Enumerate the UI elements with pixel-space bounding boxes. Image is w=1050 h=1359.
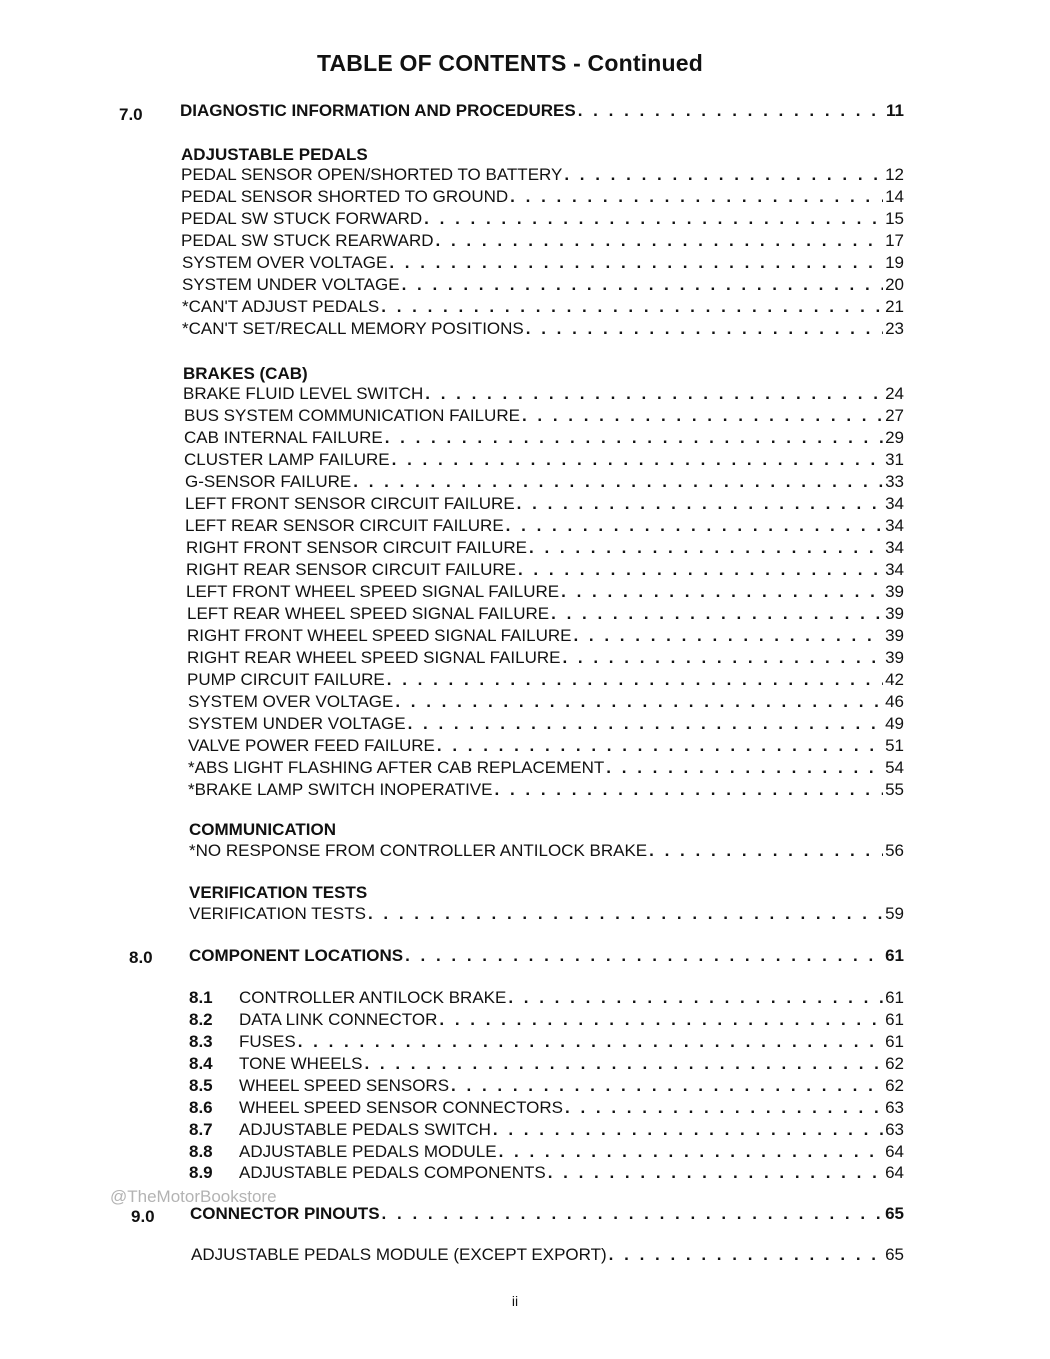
toc-entry[interactable] [189, 1162, 904, 1184]
toc-entry-page: 62 [885, 1054, 904, 1073]
toc-entry-page: 33 [885, 472, 904, 491]
toc-entry-label: PUMP CIRCUIT FAILURE [187, 670, 385, 689]
dot-leader [565, 1097, 883, 1119]
toc-entry-page: 56 [885, 841, 904, 860]
subsection-number: 8.9 [189, 1163, 213, 1182]
toc-entry-label: FUSES [239, 1032, 296, 1051]
toc-entry[interactable] [183, 383, 904, 405]
dot-leader [508, 987, 883, 1009]
dot-leader [562, 647, 883, 669]
toc-entry-page: 23 [885, 319, 904, 338]
toc-entry-label: RIGHT FRONT WHEEL SPEED SIGNAL FAILURE [187, 626, 572, 645]
toc-entry-page: 61 [885, 946, 904, 965]
toc-entry-section-9[interactable] [190, 1203, 904, 1225]
toc-entry-page: 64 [885, 1142, 904, 1161]
toc-entry[interactable] [185, 493, 904, 515]
toc-entry-page: 51 [885, 736, 904, 755]
toc-entry-page: 14 [885, 187, 904, 206]
toc-entry-page: 21 [885, 297, 904, 316]
toc-entry[interactable] [189, 1009, 904, 1031]
dot-leader [578, 100, 884, 122]
toc-entry-label: CONTROLLER ANTILOCK BRAKE [239, 988, 507, 1007]
dot-leader [395, 691, 883, 713]
dot-leader [493, 1119, 883, 1141]
toc-entry[interactable] [182, 296, 904, 318]
dot-leader [499, 1141, 883, 1163]
toc-entry[interactable] [189, 1141, 904, 1163]
toc-entry-label: SYSTEM UNDER VOLTAGE [182, 275, 400, 294]
toc-entry-label: ADJUSTABLE PEDALS SWITCH [239, 1120, 491, 1139]
toc-entry-label: WHEEL SPEED SENSORS [239, 1076, 450, 1095]
dot-leader [551, 603, 883, 625]
toc-entry-label: WHEEL SPEED SENSOR CONNECTORS [239, 1098, 564, 1117]
toc-entry-label: PEDAL SW STUCK FORWARD [181, 209, 423, 228]
group-heading: ADJUSTABLE PEDALS [181, 145, 368, 164]
dot-leader [402, 274, 884, 296]
dot-leader [392, 449, 883, 471]
toc-entry-label: PEDAL SW STUCK REARWARD [181, 231, 434, 250]
toc-entry[interactable] [187, 647, 904, 669]
section-number: 7.0 [119, 105, 143, 124]
toc-entry-label: G-SENSOR FAILURE [185, 472, 352, 491]
toc-entry-page: 39 [885, 582, 904, 601]
toc-entry-page: 46 [885, 692, 904, 711]
dot-leader [385, 427, 883, 449]
toc-entry-page: 61 [885, 988, 904, 1007]
dot-leader [298, 1031, 883, 1053]
toc-entry[interactable] [185, 515, 904, 537]
toc-entry[interactable] [188, 713, 904, 735]
dot-leader [387, 669, 883, 691]
toc-entry[interactable] [189, 1097, 904, 1119]
toc-entry[interactable] [188, 757, 904, 779]
subsection-number: 8.5 [189, 1076, 213, 1095]
section-number: 8.0 [129, 948, 153, 967]
toc-entry-label: *CAN'T SET/RECALL MEMORY POSITIONS [182, 319, 524, 338]
toc-entry-page: 54 [885, 758, 904, 777]
toc-entry-label: SYSTEM OVER VOLTAGE [182, 253, 388, 272]
toc-entry[interactable] [189, 903, 904, 925]
toc-entry-page: 39 [885, 604, 904, 623]
page-number: ii [511, 1293, 519, 1309]
subsection-number: 8.2 [189, 1010, 213, 1029]
dot-leader [436, 230, 884, 252]
toc-entry[interactable] [186, 537, 904, 559]
dot-leader [548, 1162, 883, 1184]
dot-leader [606, 757, 883, 779]
toc-entry-label: *BRAKE LAMP SWITCH INOPERATIVE [188, 780, 493, 799]
toc-entry-page: 24 [885, 384, 904, 403]
toc-entry[interactable] [189, 1075, 904, 1097]
toc-entry-page: 61 [885, 1032, 904, 1051]
toc-entry[interactable] [185, 471, 904, 493]
toc-entry[interactable] [182, 318, 904, 340]
toc-entry-label: RIGHT REAR SENSOR CIRCUIT FAILURE [186, 560, 516, 579]
toc-entry-page: 55 [885, 780, 904, 799]
toc-entry[interactable] [182, 274, 904, 296]
toc-entry-label: PEDAL SENSOR OPEN/SHORTED TO BATTERY [181, 165, 563, 184]
toc-entry-page: 12 [885, 165, 904, 184]
toc-entry-label: VERIFICATION TESTS [189, 904, 366, 923]
subsection-number: 8.1 [189, 988, 213, 1007]
toc-entry-page: 34 [885, 516, 904, 535]
section-number: 9.0 [131, 1207, 155, 1226]
toc-entry-label: SYSTEM OVER VOLTAGE [188, 692, 394, 711]
group-heading: COMMUNICATION [189, 820, 336, 839]
toc-entry-label: ADJUSTABLE PEDALS MODULE [239, 1142, 497, 1161]
toc-entry[interactable] [187, 625, 904, 647]
toc-entry-label: RIGHT REAR WHEEL SPEED SIGNAL FAILURE [187, 648, 561, 667]
toc-entry-page: 63 [885, 1098, 904, 1117]
toc-entry-label: COMPONENT LOCATIONS [189, 946, 404, 965]
dot-leader [529, 537, 883, 559]
toc-entry[interactable] [189, 1053, 904, 1075]
toc-entry-page: 15 [885, 209, 904, 228]
toc-entry[interactable] [188, 735, 904, 757]
dot-leader [389, 252, 883, 274]
dot-leader [451, 1075, 883, 1097]
toc-entry-label: BRAKE FLUID LEVEL SWITCH [183, 384, 424, 403]
toc-entry-page: 31 [885, 450, 904, 469]
toc-entry-label: VALVE POWER FEED FAILURE [188, 736, 435, 755]
dot-leader [364, 1053, 883, 1075]
toc-entry[interactable] [188, 779, 904, 801]
dot-leader [522, 405, 883, 427]
dot-leader [609, 1244, 883, 1266]
toc-entry[interactable] [189, 1031, 904, 1053]
page-title: TABLE OF CONTENTS - Continued [316, 50, 704, 76]
toc-entry[interactable] [184, 405, 904, 427]
toc-entry[interactable] [189, 840, 904, 862]
toc-entry-page: 17 [885, 231, 904, 250]
dot-leader [510, 186, 883, 208]
toc-entry-label: ADJUSTABLE PEDALS MODULE (EXCEPT EXPORT) [191, 1245, 607, 1264]
toc-entry-label: RIGHT FRONT SENSOR CIRCUIT FAILURE [186, 538, 527, 557]
toc-entry[interactable] [186, 581, 904, 603]
toc-entry-label: DIAGNOSTIC INFORMATION AND PROCEDURES [180, 101, 576, 120]
dot-leader [353, 471, 883, 493]
toc-entry-page: 42 [885, 670, 904, 689]
dot-leader [424, 208, 883, 230]
dot-leader [405, 945, 883, 967]
dot-leader [564, 164, 883, 186]
toc-entry-page: 20 [885, 275, 904, 294]
toc-entry-label: CAB INTERNAL FAILURE [184, 428, 383, 447]
subsection-number: 8.3 [189, 1032, 213, 1051]
dot-leader [381, 296, 883, 318]
dot-leader [518, 559, 883, 581]
toc-entry-label: PEDAL SENSOR SHORTED TO GROUND [181, 187, 509, 206]
toc-entry-label: *NO RESPONSE FROM CONTROLLER ANTILOCK BRAKE [189, 841, 648, 860]
subsection-number: 8.4 [189, 1054, 213, 1073]
toc-entry-page: 49 [885, 714, 904, 733]
toc-entry[interactable] [181, 208, 904, 230]
dot-leader [517, 493, 883, 515]
toc-entry-page: 65 [885, 1204, 904, 1223]
dot-leader [439, 1009, 883, 1031]
dot-leader [425, 383, 883, 405]
toc-entry-page: 29 [885, 428, 904, 447]
toc-entry[interactable] [181, 230, 904, 252]
dot-leader [573, 625, 883, 647]
dot-leader [437, 735, 883, 757]
toc-entry-label: *CAN'T ADJUST PEDALS [182, 297, 380, 316]
dot-leader [561, 581, 883, 603]
toc-entry-page: 59 [885, 904, 904, 923]
toc-entry-page: 34 [885, 560, 904, 579]
watermark-text: @TheMotorBookstore [110, 1187, 277, 1206]
group-heading: VERIFICATION TESTS [189, 883, 368, 902]
toc-entry-label: LEFT FRONT WHEEL SPEED SIGNAL FAILURE [186, 582, 560, 601]
toc-entry[interactable] [184, 449, 904, 471]
toc-entry-page: 34 [885, 494, 904, 513]
dot-leader [382, 1203, 884, 1225]
toc-entry[interactable] [182, 252, 904, 274]
dot-leader [408, 713, 884, 735]
subsection-number: 8.7 [189, 1120, 213, 1139]
toc-entry-label: BUS SYSTEM COMMUNICATION FAILURE [184, 406, 520, 425]
toc-entry[interactable] [181, 164, 904, 186]
dot-leader [368, 903, 883, 925]
toc-entry-page: 61 [885, 1010, 904, 1029]
toc-entry-page: 62 [885, 1076, 904, 1095]
toc-entry-label: SYSTEM UNDER VOLTAGE [188, 714, 406, 733]
toc-entry[interactable] [191, 1244, 904, 1266]
toc-entry-label: LEFT FRONT SENSOR CIRCUIT FAILURE [185, 494, 515, 513]
dot-leader [649, 840, 883, 862]
toc-entry-label: *ABS LIGHT FLASHING AFTER CAB REPLACEMENT [188, 758, 605, 777]
subsection-number: 8.6 [189, 1098, 213, 1117]
dot-leader [506, 515, 883, 537]
toc-entry-page: 11 [886, 101, 904, 120]
toc-entry[interactable] [184, 427, 904, 449]
dot-leader [526, 318, 883, 340]
toc-entry[interactable] [188, 691, 904, 713]
toc-entry-section-7[interactable] [180, 100, 904, 122]
toc-entry-page: 27 [885, 406, 904, 425]
toc-entry[interactable] [187, 603, 904, 625]
toc-entry-label: LEFT REAR SENSOR CIRCUIT FAILURE [185, 516, 504, 535]
toc-entry-page: 19 [885, 253, 904, 272]
toc-entry-page: 63 [885, 1120, 904, 1139]
dot-leader [495, 779, 884, 801]
toc-entry[interactable] [181, 186, 904, 208]
group-heading: BRAKES (CAB) [183, 364, 308, 383]
toc-entry[interactable] [187, 669, 904, 691]
toc-entry-label: CLUSTER LAMP FAILURE [184, 450, 390, 469]
subsection-number: 8.8 [189, 1142, 213, 1161]
toc-entry-page: 39 [885, 648, 904, 667]
toc-entry-label: DATA LINK CONNECTOR [239, 1010, 438, 1029]
toc-entry[interactable] [186, 559, 904, 581]
toc-entry-label: TONE WHEELS [239, 1054, 363, 1073]
toc-entry-page: 65 [885, 1245, 904, 1264]
toc-entry[interactable] [189, 987, 904, 1009]
toc-entry-label: LEFT REAR WHEEL SPEED SIGNAL FAILURE [187, 604, 550, 623]
toc-entry-page: 34 [885, 538, 904, 557]
toc-entry-label: ADJUSTABLE PEDALS COMPONENTS [239, 1163, 546, 1182]
toc-entry-label: CONNECTOR PINOUTS [190, 1204, 380, 1223]
toc-entry-section-8[interactable] [189, 945, 904, 967]
toc-entry-page: 64 [885, 1163, 904, 1182]
toc-entry[interactable] [189, 1119, 904, 1141]
toc-entry-page: 39 [885, 626, 904, 645]
